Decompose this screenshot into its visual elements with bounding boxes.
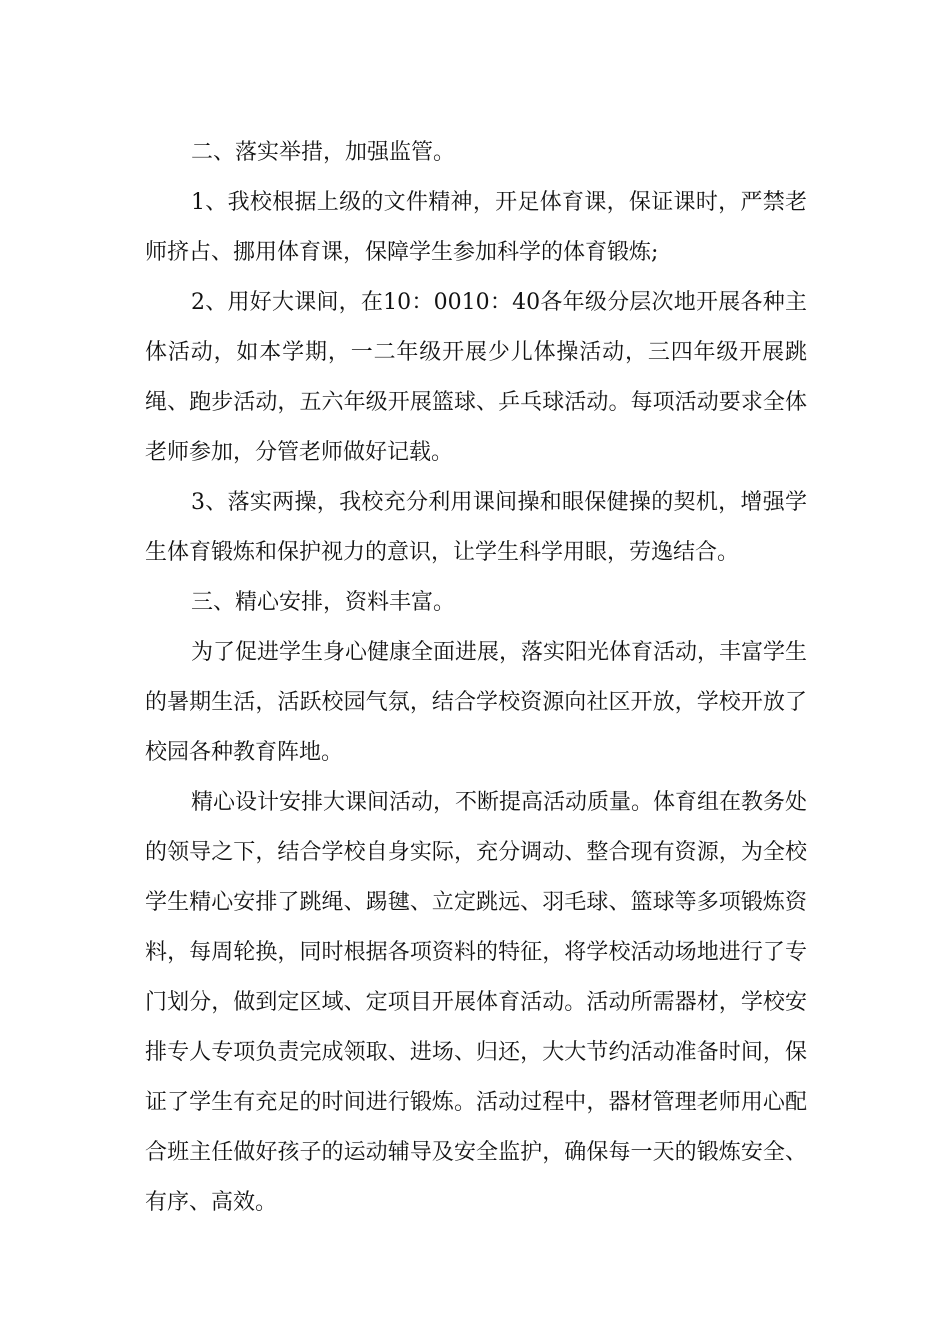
section-heading-3: 三、精心安排，资料丰富。 xyxy=(191,590,456,615)
paragraph-item-1: 1、我校根据上级的文件精神，开足体育课，保证课时，严禁老师挤占、挪用体育课，保障学生参加科学的体育锻炼; xyxy=(145,190,807,265)
paragraph-intro: 为了促进学生身心健康全面进展，落实阳光体育活动，丰富学生的暑期生活，活跃校园气氛，结合学校资源向社区开放，学校开放了校园各种教育阵地。 xyxy=(145,640,808,765)
section-heading-2: 二、落实举措，加强监管。 xyxy=(191,140,456,165)
document-body xyxy=(145,128,807,1228)
paragraph-item-2: 2、用好大课间，在10：0010：40各年级分层次地开展各种主体活动，如本学期，一二年级开展少儿体操活动，三四年级开展跳绳、跑步活动，五六年级开展篮球、乒乓球活动。每项活动要求全体老师参加，分管老师做好记载。 xyxy=(145,290,807,465)
paragraph-item-3: 3、落实两操，我校充分利用课间操和眼保健操的契机，增强学生体育锻炼和保护视力的意识，让学生科学用眼，劳逸结合。 xyxy=(145,490,807,565)
paragraph-details: 精心设计安排大课间活动，不断提高活动质量。体育组在教务处的领导之下，结合学校自身实际，充分调动、整合现有资源，为全校学生精心安排了跳绳、踢毽、立定跳远、羽毛球、篮球等多项锻炼资料，每周轮换，同时根据各项资料的特征，将学校活动场地进行了专门划分，做到定区域、定项目开展体育活动。活动所需器材，学校安排专人专项负责完成领取、进场、归还，大大节约活动准备时间，保证了学生有充足的时间进行锻炼。活动过程中，器材管理老师用心配合班主任做好孩子的运动辅导及安全监护，确保每一天的锻炼安全、有序、高效。 xyxy=(145,790,808,1215)
